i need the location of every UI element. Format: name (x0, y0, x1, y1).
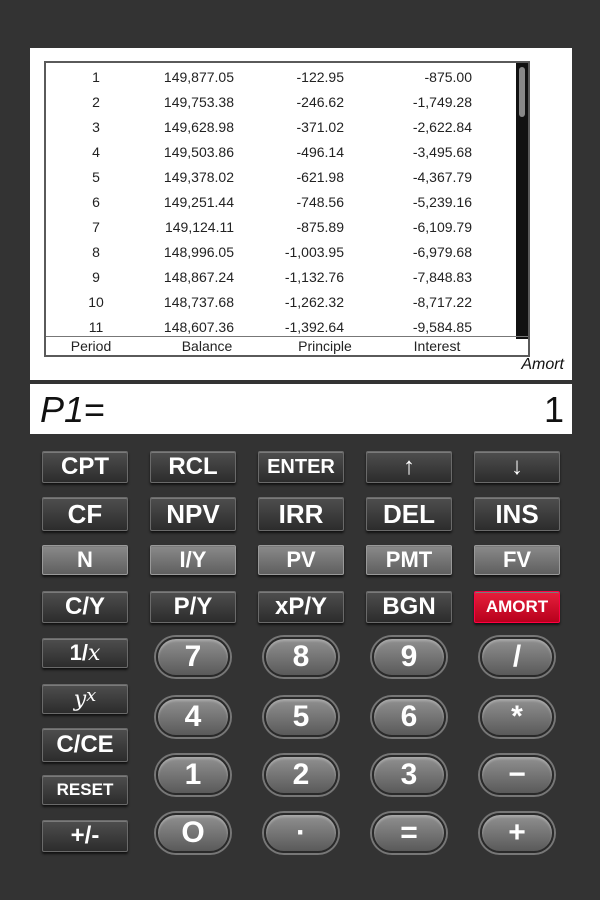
balance-cell: 148,607.36 (163, 319, 234, 335)
cpt-key[interactable]: CPT (42, 451, 128, 483)
calculator-display (30, 384, 572, 434)
digit-9-key[interactable]: 9 (372, 637, 446, 677)
balance-cell: 148,867.24 (163, 269, 234, 285)
table-row[interactable] (46, 265, 516, 290)
principle-cell: -621.98 (296, 169, 344, 185)
digit-8-key[interactable]: 8 (264, 637, 338, 677)
balance-cell: 149,378.02 (163, 169, 234, 185)
xpy-key[interactable]: xP/Y (258, 591, 344, 623)
del-key[interactable]: DEL (366, 497, 452, 531)
digit-3-key[interactable]: 3 (372, 755, 446, 795)
display-variable (40, 389, 105, 431)
principle-cell: -1,392.64 (284, 319, 344, 335)
interest-cell: -3,495.68 (412, 144, 472, 160)
pmt-key[interactable]: PMT (366, 545, 452, 575)
table-row[interactable] (46, 65, 516, 90)
header-period: Period (70, 338, 112, 354)
minus-key[interactable]: − (480, 755, 554, 795)
clear-entry-key[interactable]: C/CE (42, 728, 128, 762)
pv-key[interactable]: PV (258, 545, 344, 575)
down-arrow-key[interactable]: ↓ (474, 451, 560, 483)
principle-cell: -748.56 (296, 194, 344, 210)
header-interest: Interest (413, 338, 461, 354)
digit-7-key[interactable]: 7 (156, 637, 230, 677)
interest-cell: -8,717.22 (412, 294, 472, 310)
enter-key[interactable]: ENTER (258, 451, 344, 483)
reset-key[interactable]: RESET (42, 775, 128, 805)
display-variable-name: P1 (40, 389, 85, 430)
period-cell: 3 (92, 119, 100, 135)
table-row[interactable] (46, 215, 516, 240)
rcl-key[interactable]: RCL (150, 451, 236, 483)
amortization-table[interactable] (44, 61, 530, 357)
table-row[interactable] (46, 115, 516, 140)
period-cell: 11 (88, 319, 104, 335)
fv-key[interactable]: FV (474, 545, 560, 575)
display-value: 1 (543, 389, 564, 430)
digit-2-key[interactable]: 2 (264, 755, 338, 795)
table-row[interactable] (46, 90, 516, 115)
equals-key[interactable]: = (372, 813, 446, 853)
period-cell: 5 (92, 169, 100, 185)
interest-cell: -7,848.83 (412, 269, 472, 285)
principle-cell: -246.62 (296, 94, 344, 110)
interest-cell: -6,979.68 (412, 244, 472, 260)
cy-key[interactable]: C/Y (42, 591, 128, 623)
amort-key[interactable]: AMORT (474, 591, 560, 623)
digit-0-key[interactable]: O (156, 813, 230, 853)
interest-cell: -4,367.79 (412, 169, 472, 185)
digit-6-key[interactable]: 6 (372, 697, 446, 737)
period-cell: 1 (92, 69, 100, 85)
scrollbar-thumb[interactable] (519, 67, 525, 117)
balance-cell: 149,124.11 (164, 219, 234, 235)
n-key[interactable]: N (42, 545, 128, 575)
npv-key[interactable]: NPV (150, 497, 236, 531)
digit-5-key[interactable]: 5 (264, 697, 338, 737)
py-key[interactable]: P/Y (150, 591, 236, 623)
balance-cell: 149,753.38 (163, 94, 234, 110)
interest-cell: -2,622.84 (412, 119, 472, 135)
balance-cell: 149,251.44 (163, 194, 234, 210)
period-cell: 4 (92, 144, 100, 160)
table-row[interactable] (46, 140, 516, 165)
cf-key[interactable]: CF (42, 497, 128, 531)
principle-cell: -1,003.95 (284, 244, 344, 260)
plus-minus-key[interactable]: +/- (42, 820, 128, 852)
principle-cell: -1,132.76 (284, 269, 344, 285)
balance-cell: 149,877.05 (163, 69, 234, 85)
digit-4-key[interactable]: 4 (156, 697, 230, 737)
table-rows[interactable] (46, 63, 516, 339)
mode-label: Amort (521, 356, 564, 373)
up-arrow-key[interactable]: ↑ (366, 451, 452, 483)
principle-cell: -1,262.32 (284, 294, 344, 310)
multiply-key[interactable]: * (480, 697, 554, 737)
reciprocal-key[interactable] (42, 638, 128, 668)
header-balance: Balance (181, 338, 233, 354)
balance-cell: 149,628.98 (163, 119, 234, 135)
principle-cell: -122.95 (296, 69, 344, 85)
interest-cell: -9,584.85 (412, 319, 472, 335)
balance-cell: 148,996.05 (163, 244, 234, 260)
reciprocal-key-label: 1/ (69, 640, 88, 665)
divide-key[interactable]: / (480, 637, 554, 677)
period-cell: 10 (88, 294, 104, 310)
interest-cell: -875.00 (424, 69, 472, 85)
period-cell: 2 (92, 94, 100, 110)
power-key-x: x (86, 684, 97, 706)
table-row[interactable] (46, 290, 516, 315)
ins-key[interactable]: INS (474, 497, 560, 531)
period-cell: 7 (92, 219, 100, 235)
digit-1-key[interactable]: 1 (156, 755, 230, 795)
interest-cell: -6,109.79 (412, 219, 472, 235)
table-row[interactable] (46, 190, 516, 215)
power-key[interactable] (42, 684, 128, 714)
display-equals: = (84, 389, 106, 430)
balance-cell: 148,737.68 (163, 294, 234, 310)
plus-key[interactable]: + (480, 813, 554, 853)
period-cell: 6 (92, 194, 100, 210)
table-row[interactable] (46, 240, 516, 265)
balance-cell: 149,503.86 (163, 144, 234, 160)
iy-key[interactable]: I/Y (150, 545, 236, 575)
period-cell: 9 (92, 269, 100, 285)
interest-cell: -1,749.28 (412, 94, 472, 110)
decimal-key[interactable]: · (264, 813, 338, 853)
interest-cell: -5,239.16 (412, 194, 472, 210)
reciprocal-key-x: x (87, 640, 101, 666)
irr-key[interactable]: IRR (258, 497, 344, 531)
amortization-screen (30, 48, 572, 380)
table-header (46, 336, 528, 355)
principle-cell: -496.14 (296, 144, 344, 160)
header-principle: Principle (298, 338, 352, 354)
bgn-key[interactable]: BGN (366, 591, 452, 623)
power-key-y: y (73, 686, 87, 712)
period-cell: 8 (92, 244, 100, 260)
table-row[interactable] (46, 165, 516, 190)
principle-cell: -371.02 (296, 119, 344, 135)
principle-cell: -875.89 (296, 219, 344, 235)
scrollbar[interactable] (516, 63, 528, 339)
